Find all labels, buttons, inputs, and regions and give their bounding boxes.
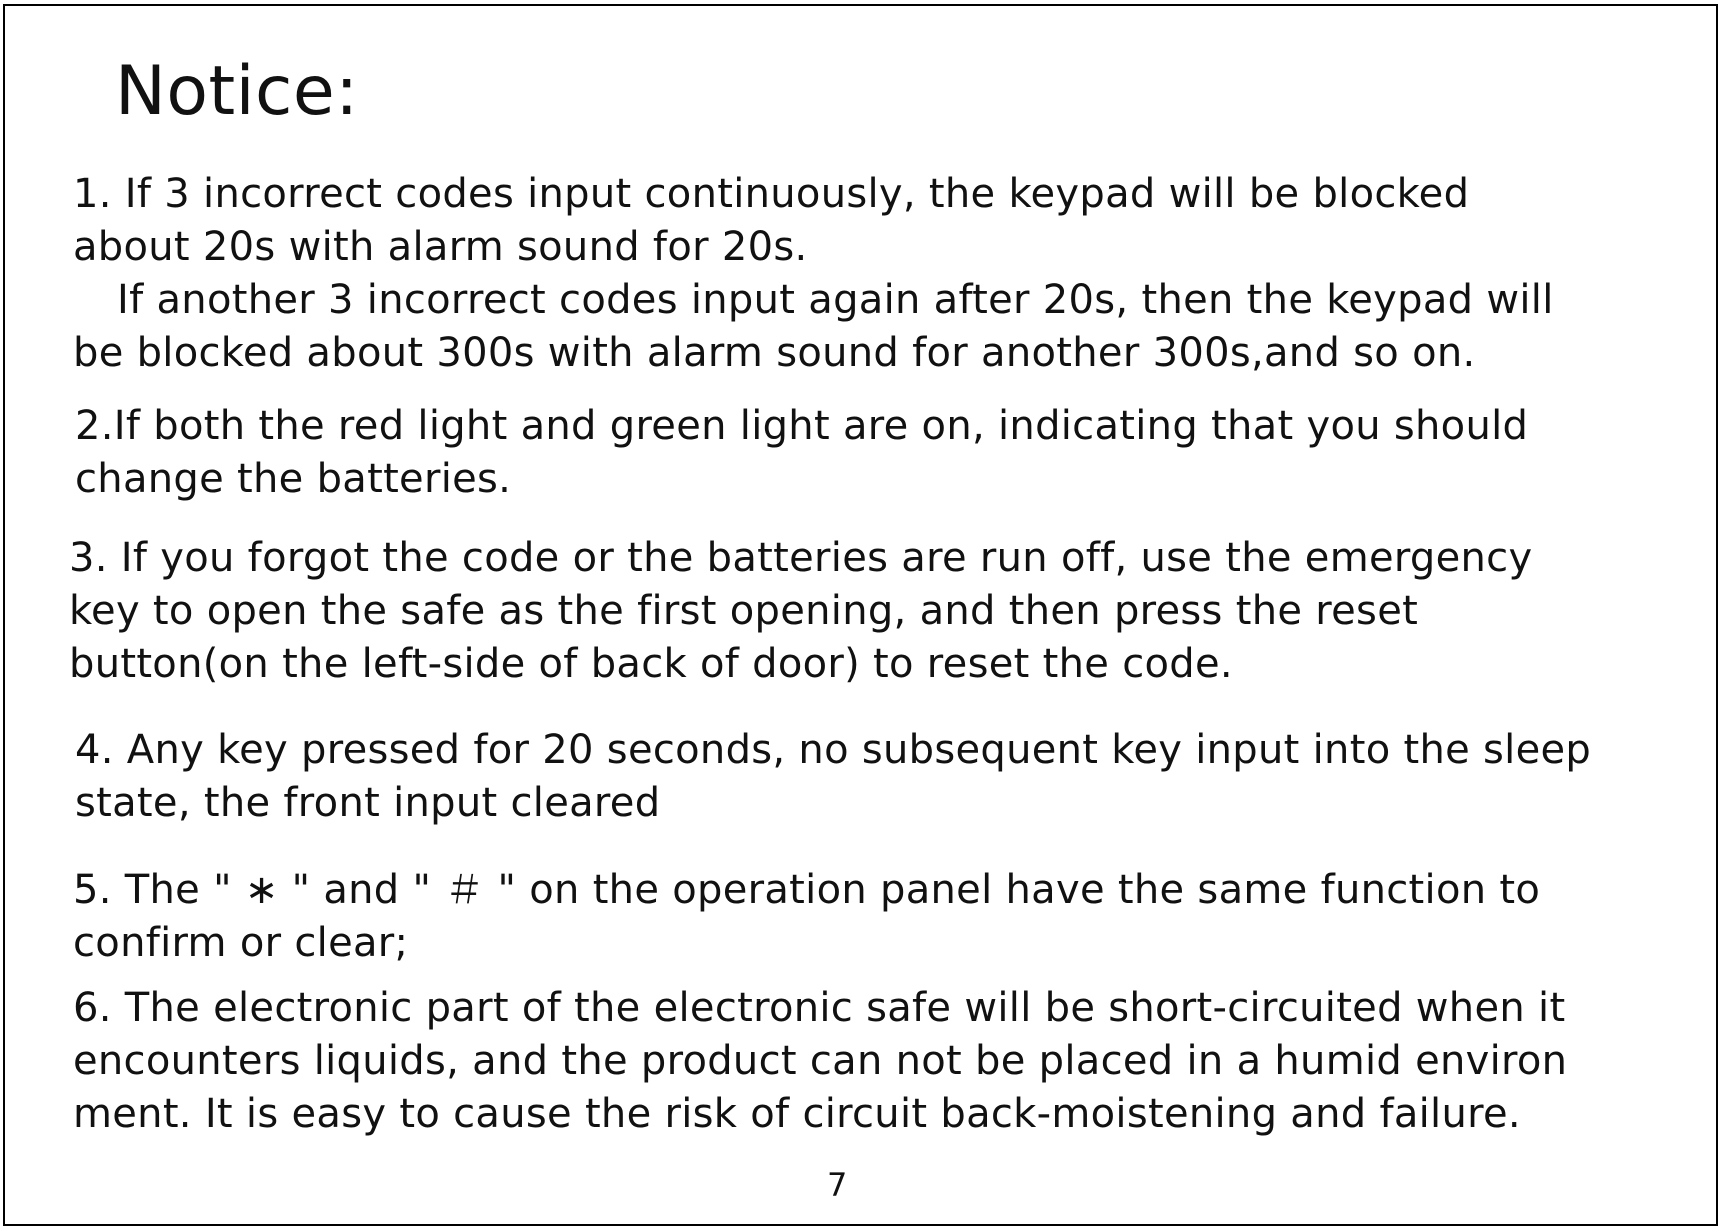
notice-item-2-line-2: change the batteries.: [75, 456, 512, 502]
notice-item-6: [73, 982, 1567, 1141]
notice-item-2-line-1: 2.If both the red light and green light are on, indicating that you should: [75, 403, 1529, 449]
notice-item-3-line-1: 3. If you forgot the code or the batteries are run off, use the emergency: [69, 535, 1533, 581]
notice-item-1: [73, 168, 1554, 380]
notice-item-4: [75, 724, 1591, 830]
notice-item-6-line-3: ment. It is easy to cause the risk of circuit back-moistening and failure.: [73, 1091, 1521, 1137]
notice-item-5: [73, 864, 1540, 970]
notice-item-3-line-3: button(on the left-side of back of door) to reset the code.: [69, 641, 1233, 687]
page-title: Notice:: [115, 52, 359, 131]
notice-item-1-line-3: If another 3 incorrect codes input again after 20s, then the keypad will: [117, 277, 1554, 323]
notice-item-6-line-2: encounters liquids, and the product can not be placed in a humid environ: [73, 1038, 1568, 1084]
notice-item-6-line-1: 6. The electronic part of the electronic safe will be short-circuited when it: [73, 985, 1566, 1031]
notice-item-1-line-1: 1. If 3 incorrect codes input continuously, the keypad will be blocked: [73, 171, 1470, 217]
notice-item-4-line-2: state, the front input cleared: [75, 780, 661, 826]
notice-item-4-line-1: 4. Any key pressed for 20 seconds, no subsequent key input into the sleep: [75, 727, 1592, 773]
notice-item-1-line-4: be blocked about 300s with alarm sound for another 300s,and so on.: [73, 330, 1476, 376]
notice-item-1-line-2: about 20s with alarm sound for 20s.: [73, 224, 808, 270]
notice-item-3: [69, 532, 1532, 691]
manual-page: [3, 4, 1718, 1226]
notice-item-5-line-2: confirm or clear;: [73, 920, 409, 966]
notice-item-5-line-1: 5. The " ∗ " and " ＃ " on the operation panel have the same function to: [73, 867, 1541, 913]
notice-item-3-line-2: key to open the safe as the first opening, and then press the reset: [69, 588, 1419, 634]
notice-item-2: [75, 400, 1528, 506]
page-number: 7: [827, 1166, 848, 1204]
